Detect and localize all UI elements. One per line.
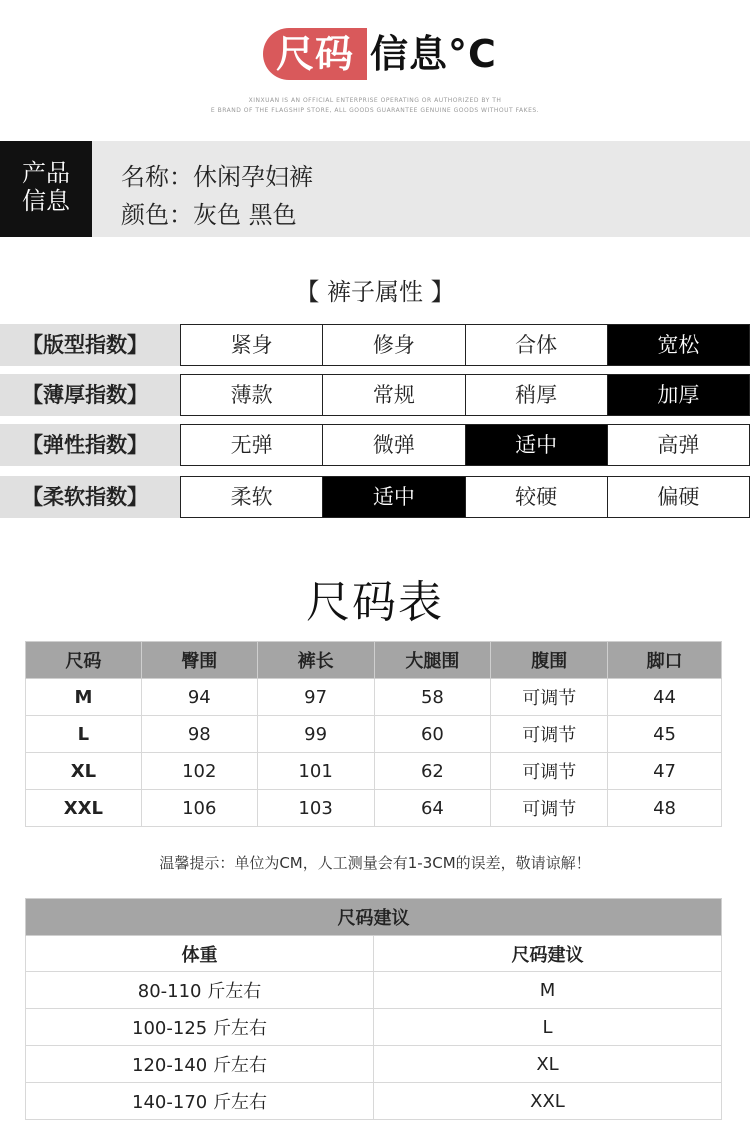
size-label-cell: XL	[26, 753, 142, 790]
recommended-size-cell: M	[374, 972, 722, 1009]
size-column-header: 尺码	[26, 642, 142, 679]
size-value-cell: 98	[141, 716, 257, 753]
recommended-size-cell: XXL	[374, 1083, 722, 1120]
size-row	[26, 753, 722, 790]
weight-range-cell: 120-140 斤左右	[26, 1046, 374, 1083]
weight-range-cell: 140-170 斤左右	[26, 1083, 374, 1120]
attribute-option-selected: 适中	[466, 425, 608, 465]
product-name: 名称：休闲孕妇裤	[121, 163, 313, 191]
size-value-cell: 47	[608, 753, 722, 790]
recommendation-row	[26, 1009, 722, 1046]
attribute-option-selected: 适中	[323, 477, 465, 517]
size-row	[26, 679, 722, 716]
size-value-cell: 可调节	[491, 679, 608, 716]
attribute-option: 较硬	[466, 477, 608, 517]
attribute-label: 【版型指数】	[0, 324, 180, 366]
size-label-cell: M	[26, 679, 142, 716]
product-colors: 颜色：灰色 黑色	[121, 201, 297, 229]
attribute-row	[0, 476, 750, 518]
product-label-line-2: 信息	[22, 187, 70, 215]
attribute-options	[180, 424, 750, 466]
recommendation-row	[26, 1046, 722, 1083]
attribute-option: 无弹	[181, 425, 323, 465]
attribute-label: 【柔软指数】	[0, 476, 180, 518]
attribute-option: 修身	[323, 325, 465, 365]
size-value-cell: 44	[608, 679, 722, 716]
size-value-cell: 可调节	[491, 790, 608, 827]
attribute-option: 稍厚	[466, 375, 608, 415]
attribute-row	[0, 324, 750, 366]
size-value-cell: 62	[374, 753, 491, 790]
size-column-header: 腹围	[491, 642, 608, 679]
size-value-cell: 48	[608, 790, 722, 827]
size-recommendation-table	[25, 898, 722, 1120]
recommended-size-cell: XL	[374, 1046, 722, 1083]
attribute-options	[180, 324, 750, 366]
attribute-label: 【薄厚指数】	[0, 374, 180, 416]
attribute-row	[0, 424, 750, 466]
weight-header: 体重	[26, 936, 374, 972]
size-value-cell: 106	[141, 790, 257, 827]
size-value-cell: 60	[374, 716, 491, 753]
attribute-option-selected: 加厚	[608, 375, 749, 415]
page-header	[0, 24, 750, 84]
size-value-cell: 101	[257, 753, 374, 790]
attribute-option: 偏硬	[608, 477, 749, 517]
size-value-cell: 102	[141, 753, 257, 790]
product-label-line-1: 产品	[22, 159, 70, 187]
size-value-cell: 可调节	[491, 716, 608, 753]
size-value-cell: 99	[257, 716, 374, 753]
size-row	[26, 790, 722, 827]
recommendation-title: 尺码建议	[26, 899, 722, 936]
tagline-line-2: E BRAND OF THE FLAGSHIP STORE, ALL GOODS GUARANTEE GENUINE GOODS WITHOUT FAKES.	[210, 107, 540, 114]
attribute-option: 柔软	[181, 477, 323, 517]
size-table-header	[26, 642, 722, 679]
attributes-title: 【 裤子属性 】	[295, 278, 455, 306]
size-column-header: 脚口	[608, 642, 722, 679]
tagline-line-1: XINXUAN IS AN OFFICIAL ENTERPRISE OPERATING OR AUTHORIZED BY TH	[248, 97, 502, 104]
size-value-cell: 45	[608, 716, 722, 753]
weight-range-cell: 80-110 斤左右	[26, 972, 374, 1009]
page-title: 信息°C	[370, 32, 497, 76]
size-value-cell: 58	[374, 679, 491, 716]
measurement-note: 温馨提示：单位为CM，人工测量会有1-3CM的误差，敬请谅解！	[159, 854, 591, 872]
title-highlight: 尺码	[263, 28, 367, 80]
recommended-size-cell: L	[374, 1009, 722, 1046]
size-row	[26, 716, 722, 753]
size-value-cell: 94	[141, 679, 257, 716]
size-value-cell: 可调节	[491, 753, 608, 790]
attribute-options	[180, 476, 750, 518]
size-column-header: 裤长	[257, 642, 374, 679]
size-label-cell: XXL	[26, 790, 142, 827]
attribute-option: 高弹	[608, 425, 749, 465]
size-column-header: 大腿围	[374, 642, 491, 679]
recommendation-row	[26, 1083, 722, 1120]
attribute-option: 合体	[466, 325, 608, 365]
product-info-panel	[0, 141, 750, 237]
attribute-option: 薄款	[181, 375, 323, 415]
attribute-option: 常规	[323, 375, 465, 415]
size-column-header: 臀围	[141, 642, 257, 679]
attribute-options	[180, 374, 750, 416]
size-value-cell: 64	[374, 790, 491, 827]
size-value-cell: 97	[257, 679, 374, 716]
size-table	[25, 641, 722, 827]
attribute-label: 【弹性指数】	[0, 424, 180, 466]
weight-range-cell: 100-125 斤左右	[26, 1009, 374, 1046]
size-label-cell: L	[26, 716, 142, 753]
product-info-label	[0, 141, 92, 237]
recommendation-row	[26, 972, 722, 1009]
attribute-option-selected: 宽松	[608, 325, 749, 365]
attribute-option: 紧身	[181, 325, 323, 365]
size-value-cell: 103	[257, 790, 374, 827]
attribute-option: 微弹	[323, 425, 465, 465]
attribute-row	[0, 374, 750, 416]
size-header: 尺码建议	[374, 936, 722, 972]
size-chart-title: 尺码表	[306, 577, 444, 628]
